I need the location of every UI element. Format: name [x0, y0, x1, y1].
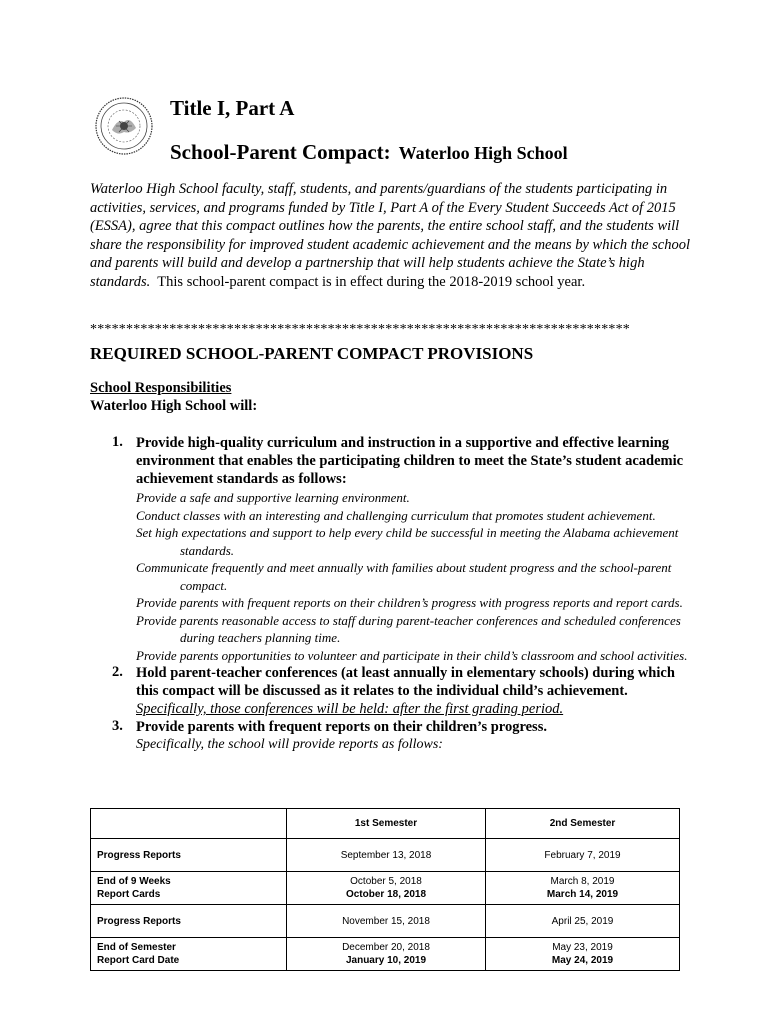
item-number: 2.: [112, 664, 123, 680]
sub-item: Conduct classes with an interesting and challenging curriculum that promotes student achievement.: [136, 507, 656, 523]
school-responsibilities-heading: School Responsibilities: [90, 380, 232, 396]
date-value: September 13, 2018: [340, 849, 432, 861]
school-name: Waterloo High School: [398, 143, 568, 163]
school-seal-logo: [94, 96, 154, 156]
item-heading-text: Hold parent-teacher conferences (at least annually in elementary schools) during which this compact will be discussed as it relates to the individual child’s achievement.: [136, 665, 675, 699]
date-value-bold: May 24, 2019: [551, 955, 614, 966]
date-value: May 23, 2019: [552, 942, 613, 953]
row-label: [91, 872, 287, 905]
second-semester-cell: [486, 872, 680, 905]
date-value: November 15, 2018: [342, 915, 430, 927]
second-semester-cell: [486, 938, 680, 971]
sub-item: Communicate frequently and meet annually with families about student progress and the school-parent compact.: [136, 560, 672, 593]
title-separator: :: [383, 140, 391, 164]
item-heading: [136, 664, 690, 718]
item-specific-text: Specifically, those conferences will be held: after the first grading period.: [136, 701, 564, 717]
first-semester-cell: [287, 905, 486, 938]
table-header-row: [91, 809, 680, 839]
sub-item: Provide parents with frequent reports on their children’s progress with progress reports and report cards.: [136, 595, 683, 610]
intro-paragraph: [90, 180, 690, 291]
date-value: April 25, 2019: [551, 915, 614, 927]
row-label-line: Progress Reports: [97, 849, 181, 861]
responsibility-list: [90, 434, 690, 753]
sub-item: Provide a safe and supportive learning environment.: [136, 490, 410, 505]
date-value-bold: March 14, 2019: [546, 889, 619, 900]
first-semester-cell: [287, 938, 486, 971]
item-specific-text: Specifically, the school will provide reports as follows:: [136, 737, 443, 752]
second-semester-cell: [486, 839, 680, 872]
row-label-line: End of Semester: [97, 942, 176, 953]
row-label: [91, 839, 287, 872]
item-heading: Provide parents with frequent reports on their children’s progress.: [136, 719, 547, 735]
table-row: [91, 938, 680, 971]
sub-item: Provide parents reasonable access to staff during parent-teacher conferences and scheduled conferences during teachers planning time.: [136, 612, 681, 645]
section-heading: REQUIRED SCHOOL-PARENT COMPACT PROVISIONS: [90, 344, 534, 363]
table-header-cell: 2nd Semester: [486, 809, 680, 839]
sub-item: Provide parents opportunities to volunteer and participate in their child’s classroom and school activities.: [136, 647, 688, 663]
sub-item: Set high expectations and support to help every child be successful in meeting the Alabama achievement standards.: [136, 525, 679, 558]
date-value: March 8, 2019: [550, 876, 615, 887]
date-value-bold: January 10, 2019: [345, 955, 427, 966]
school-will-label: Waterloo High School will:: [90, 398, 258, 414]
compact-title: School-Parent Compact: [170, 140, 384, 164]
intro-plain-text: This school-parent compact is in effect during the 2018-2019 school year.: [157, 273, 586, 290]
responsibility-item-2: [90, 664, 690, 718]
star-divider: ***************************************************************************: [90, 322, 630, 337]
table-row: [91, 905, 680, 938]
table-header-cell: 1st Semester: [287, 809, 486, 839]
date-value: February 7, 2019: [544, 849, 621, 861]
item-number: 1.: [112, 434, 123, 450]
item-number: 3.: [112, 718, 123, 734]
row-label-line: Report Card Date: [97, 955, 180, 966]
row-label-line: Report Cards: [97, 889, 161, 900]
report-schedule-table: [90, 808, 680, 971]
item-sub-list: [136, 489, 690, 664]
row-label-line: Progress Reports: [97, 915, 181, 927]
date-value-bold: October 18, 2018: [345, 889, 427, 900]
date-value: October 5, 2018: [350, 876, 422, 887]
responsibility-item-3: [90, 718, 690, 753]
table-header-cell: [91, 809, 287, 839]
intro-italic-text: Waterloo High School faculty, staff, students, and parents/guardians of the students participating in activities, services, and programs funded by Title I, Part A of the Every Student Succeeds Act of 2015 (ESSA), agree that this compact outlines how the parents, the entire school staff, and the students will share the responsibility for improved student academic achievement and the means by which the school and parents will build and develop a partnership that will help students achieve the State’s high standards.: [90, 181, 691, 290]
first-semester-cell: [287, 839, 486, 872]
row-label: [91, 938, 287, 971]
second-semester-cell: [486, 905, 680, 938]
item-heading: Provide high-quality curriculum and instruction in a supportive and effective learning environment that enables the participating children to meet the State’s student academic achievement standards as follows:: [136, 435, 684, 487]
row-label: [91, 905, 287, 938]
row-label-line: End of 9 Weeks: [97, 876, 171, 887]
table-row: [91, 872, 680, 905]
title-line-2: [170, 140, 568, 165]
table-row: [91, 839, 680, 872]
title-line-1: Title I, Part A: [170, 96, 295, 120]
first-semester-cell: [287, 872, 486, 905]
responsibility-item-1: [90, 434, 690, 664]
date-value: December 20, 2018: [342, 942, 430, 953]
